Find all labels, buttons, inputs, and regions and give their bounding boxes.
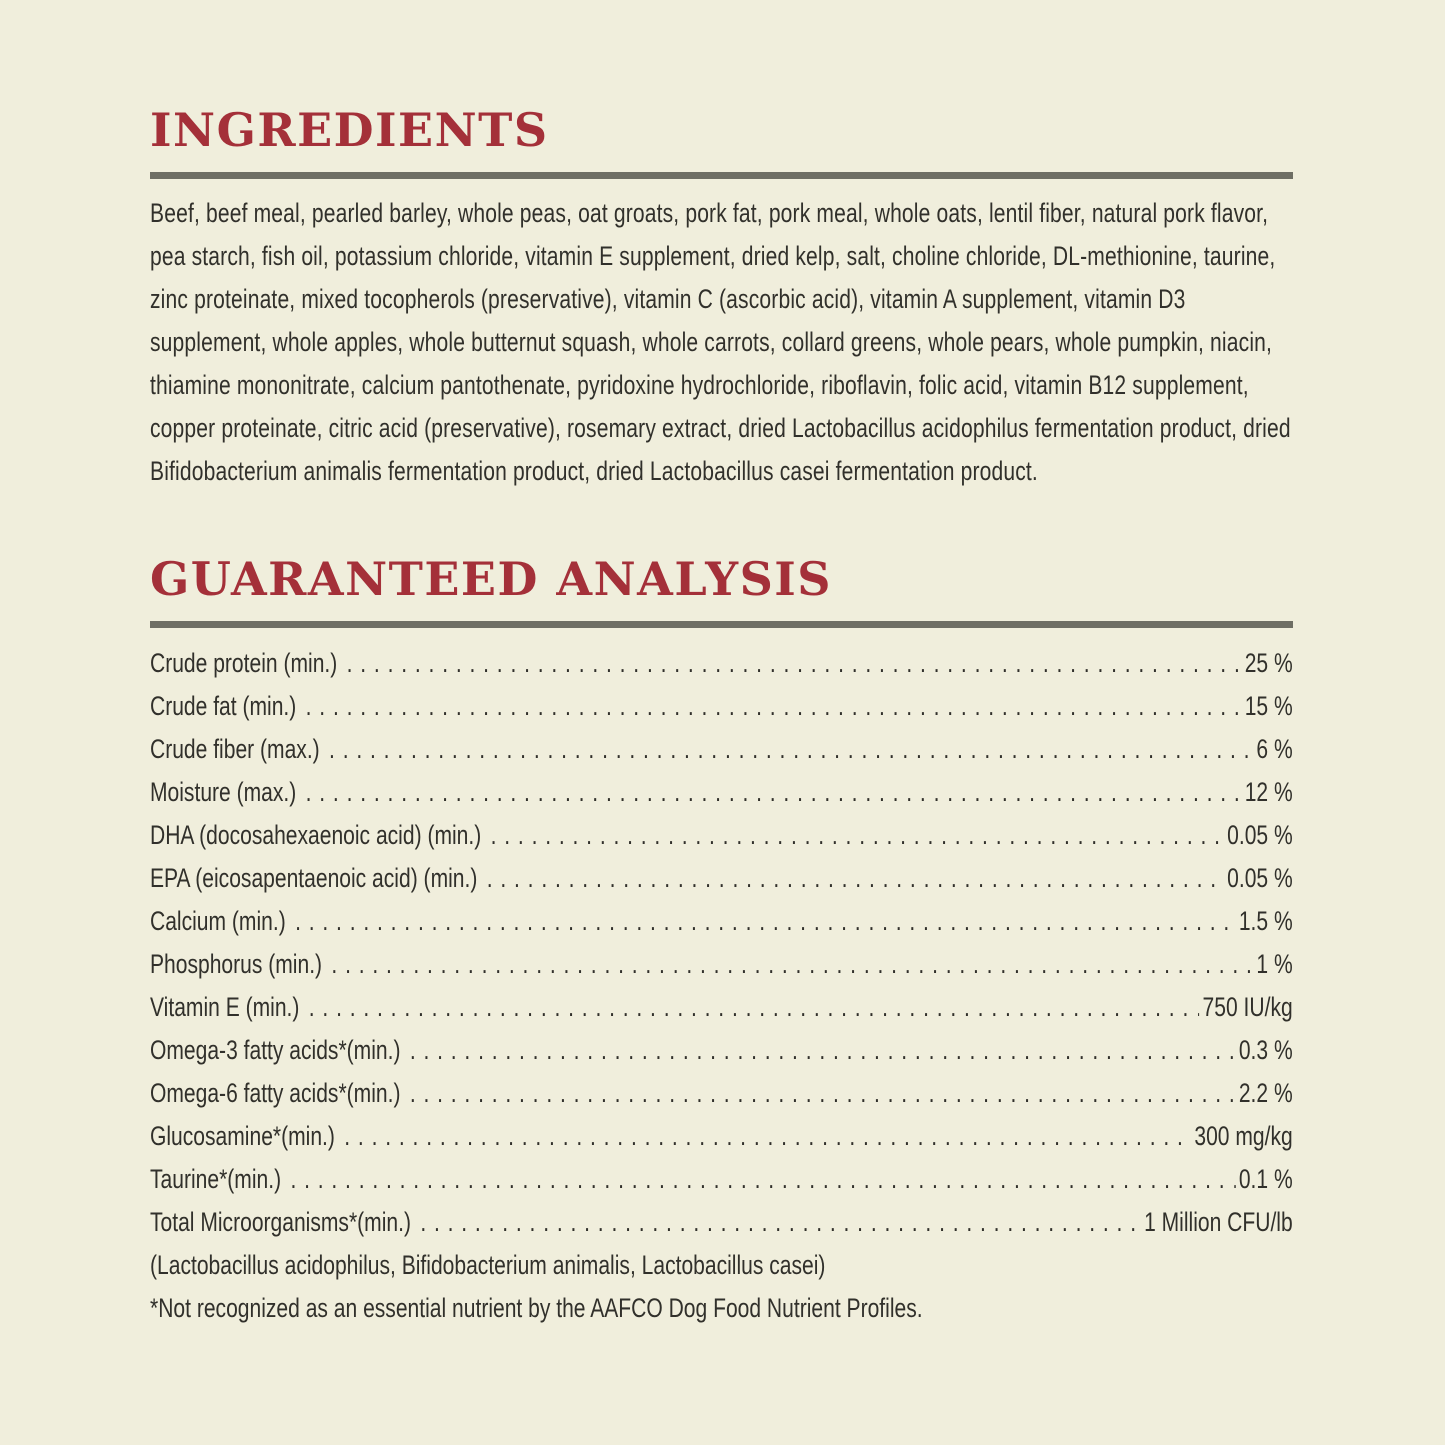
dot-leader — [404, 1072, 1236, 1115]
analysis-row-crude-fiber — [150, 728, 1293, 771]
analysis-label: Glucosamine*(min.) — [150, 1121, 335, 1151]
dot-leader — [480, 857, 1224, 900]
guaranteed-analysis-divider — [150, 621, 1293, 628]
dot-leader — [289, 900, 1236, 943]
analysis-label: Phosphorus (min.) — [150, 949, 323, 979]
dot-leader — [325, 943, 1253, 986]
analysis-label: Crude fiber (max.) — [150, 734, 320, 764]
dot-leader — [338, 1115, 1191, 1158]
aafco-footnote: *Not recognized as an essential nutrient by the AAFCO Dog Food Nutrient Profiles. — [150, 1293, 923, 1323]
dot-leader — [299, 771, 1241, 814]
analysis-value: 0.3 % — [1238, 1035, 1293, 1065]
guaranteed-analysis-title: GUARANTEED ANALYSIS — [150, 552, 833, 606]
analysis-value: 0.05 % — [1227, 863, 1293, 893]
dot-leader — [340, 642, 1241, 685]
analysis-value: 2.2 % — [1238, 1078, 1293, 1108]
analysis-row-vitamin-e — [150, 986, 1293, 1029]
guaranteed-analysis-section — [150, 553, 1293, 1330]
analysis-label: Omega-3 fatty acids*(min.) — [150, 1035, 401, 1065]
analysis-row-moisture — [150, 771, 1293, 814]
analysis-row-crude-protein — [150, 642, 1293, 685]
analysis-row-calcium — [150, 900, 1293, 943]
analysis-label: Crude protein (min.) — [150, 648, 338, 678]
analysis-label: Taurine*(min.) — [150, 1164, 282, 1194]
dot-leader — [323, 728, 1253, 771]
analysis-row-phosphorus — [150, 943, 1293, 986]
dot-leader — [404, 1029, 1236, 1072]
analysis-row-glucosamine — [150, 1115, 1293, 1158]
dot-leader — [284, 1158, 1236, 1201]
analysis-value: 750 IU/kg — [1202, 992, 1293, 1022]
analysis-value: 0.1 % — [1238, 1164, 1293, 1194]
analysis-row-total-microorganisms — [150, 1201, 1293, 1244]
analysis-label: Total Microorganisms*(min.) — [150, 1207, 411, 1237]
analysis-value: 1 % — [1256, 949, 1293, 979]
microorganisms-detail: (Lactobacillus acidophilus, Bifidobacterium animalis, Lactobacillus casei) — [150, 1250, 826, 1280]
analysis-label: Crude fat (min.) — [150, 691, 297, 721]
analysis-label: Vitamin E (min.) — [150, 992, 300, 1022]
dot-leader — [303, 986, 1200, 1029]
analysis-label: Calcium (min.) — [150, 906, 286, 936]
dot-leader — [299, 685, 1241, 728]
ingredients-divider — [150, 172, 1293, 179]
analysis-value: 15 % — [1244, 691, 1293, 721]
analysis-row-dha — [150, 814, 1293, 857]
analysis-row-taurine — [150, 1158, 1293, 1201]
analysis-label: DHA (docosahexaenoic acid) (min.) — [150, 820, 482, 850]
analysis-value: 6 % — [1256, 734, 1293, 764]
dot-leader — [414, 1201, 1141, 1244]
analysis-row-omega-3 — [150, 1029, 1293, 1072]
analysis-row-crude-fat — [150, 685, 1293, 728]
dot-leader — [484, 814, 1224, 857]
analysis-table — [150, 642, 1293, 1330]
analysis-label: EPA (eicosapentaenoic acid) (min.) — [150, 863, 478, 893]
analysis-row-omega-6 — [150, 1072, 1293, 1115]
analysis-label: Omega-6 fatty acids*(min.) — [150, 1078, 401, 1108]
analysis-value: 1 Million CFU/lb — [1144, 1207, 1293, 1237]
analysis-value: 12 % — [1244, 777, 1293, 807]
analysis-value: 1.5 % — [1238, 906, 1293, 936]
analysis-value: 25 % — [1244, 648, 1293, 678]
ingredients-paragraph: Beef, beef meal, pearled barley, whole peas, oat groats, pork fat, pork meal, whole oats, lentil fiber, natural pork flavor, pea starch, fish oil, potassium chloride, vitamin E supplement, dried kelp, salt, choline chloride, DL-methionine, taurine, zinc proteinate, mixed tocopherols (preservative), vitamin C (ascorbic acid), vitamin A supplement, vitamin D3 supplement, whole apples, whole butternut squash, whole carrots, collard greens, whole pears, whole pumpkin, niacin, thiamine mononitrate, calcium pantothenate, pyridoxine hydrochloride, riboflavin, folic acid, vitamin B12 supplement, copper proteinate, citric acid (preservative), rosemary extract, dried Lactobacillus acidophilus fermentation product, dried Bifidobacterium animalis fermentation product, dried Lactobacillus casei fermentation product. — [150, 198, 1291, 486]
analysis-label: Moisture (max.) — [150, 777, 297, 807]
analysis-value: 300 mg/kg — [1194, 1121, 1293, 1151]
ingredients-title: INGREDIENTS — [150, 103, 549, 157]
analysis-row-epa — [150, 857, 1293, 900]
analysis-value: 0.05 % — [1227, 820, 1293, 850]
